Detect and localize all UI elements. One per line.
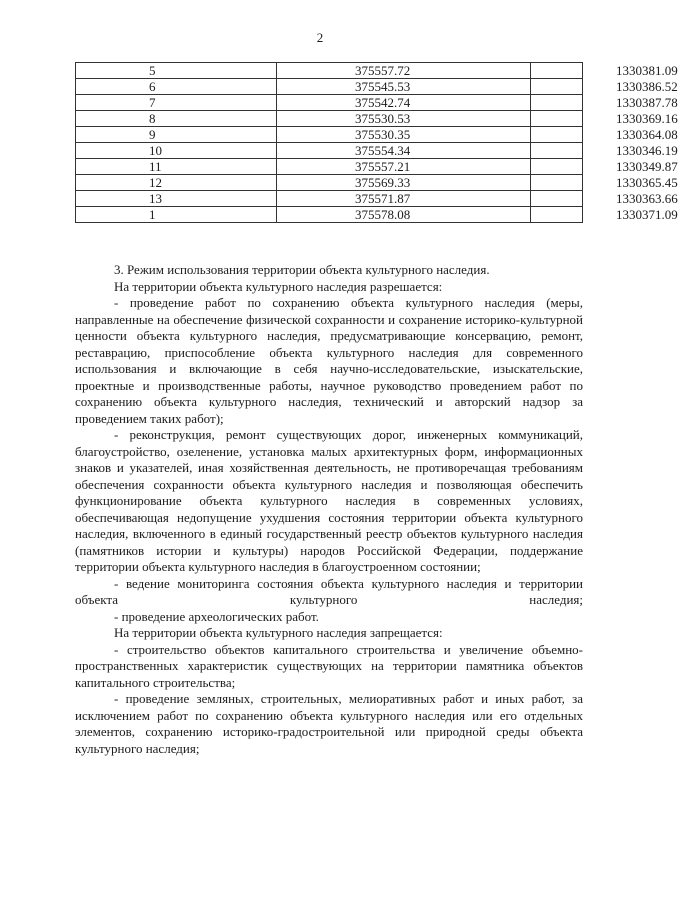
y-coordinate-cell: 1330363.66 <box>531 191 583 207</box>
x-coordinate-cell: 375530.35 <box>277 127 531 143</box>
document-body <box>75 262 583 757</box>
y-coordinate-cell: 1330381.09 <box>531 63 583 79</box>
point-number-cell: 9 <box>76 127 277 143</box>
allowed-item-1: - проведение работ по сохранению объекта культурного наследия (меры, направленные на обеспечение физической сохранности и сохранение историко-культурной ценности объекта культурного наследия, предусматривающие консервацию, ремонт, реставрацию, приспособление объекта культурного наследия для современного использования и включающие в себя научно-исследовательские, изыскательские, проектные и производственные работы, научное руководство проведением работ по сохранению объекта культурного наследия, технический и авторский надзор за проведением таких работ); <box>75 295 583 426</box>
x-coordinate-cell: 375554.34 <box>277 143 531 159</box>
point-number-cell: 12 <box>76 175 277 191</box>
x-coordinate-cell: 375557.72 <box>277 63 531 79</box>
point-number-cell: 13 <box>76 191 277 207</box>
table-row <box>76 159 583 175</box>
prohibited-item-2: - проведение земляных, строительных, мелиоративных работ и иных работ, за исключением работ по сохранению объекта культурного наследия или его отдельных элементов, сохранению историко-градостроительной или природной среды объекта культурного наследия; <box>75 691 583 756</box>
table-row <box>76 191 583 207</box>
table-row <box>76 175 583 191</box>
y-coordinate-cell: 1330364.08 <box>531 127 583 143</box>
table-row <box>76 111 583 127</box>
point-number-cell: 1 <box>76 207 277 223</box>
point-number-cell: 10 <box>76 143 277 159</box>
prohibited-item-1: - строительство объектов капитального строительства и увеличение объемно-пространственных характеристик существующих на территории памятника объектов капитального строительства; <box>75 641 583 690</box>
y-coordinate-cell: 1330346.19 <box>531 143 583 159</box>
y-coordinate-cell: 1330349.87 <box>531 159 583 175</box>
section-heading: 3. Режим использования территории объекта культурного наследия. <box>114 262 490 277</box>
table-row <box>76 79 583 95</box>
coordinates-table-body <box>76 63 678 223</box>
table-row <box>76 207 583 223</box>
allowed-item-3: - ведение мониторинга состояния объекта культурного наследия и территории объекта культурного наследия; <box>75 575 583 607</box>
point-number-cell: 11 <box>76 159 277 175</box>
x-coordinate-cell: 375569.33 <box>277 175 531 191</box>
x-coordinate-cell: 375557.21 <box>277 159 531 175</box>
x-coordinate-cell: 375571.87 <box>277 191 531 207</box>
page-number: 2 <box>316 30 324 45</box>
point-number-cell: 8 <box>76 111 277 127</box>
allowed-item-2: - реконструкция, ремонт существующих дорог, инженерных коммуникаций, благоустройство, озеленение, установка малых архитектурных форм, информационных знаков и указателей, иная хозяйственная деятельность, не противоречащая требованиям обеспечения сохранности объекта культурного наследия и позволяющая обеспечить функционирование объекта культурного наследия в современных условиях, обеспечивающая недопущение ухудшения состояния территории объекта культурного наследия, включенного в единый государственный реестр объектов культурного наследия (памятников истории и культуры) народов Российской Федерации, поддержание территории объекта культурного наследия в благоустроенном состоянии; <box>75 427 583 574</box>
table-row <box>76 143 583 159</box>
table-row <box>76 127 583 143</box>
prohibited-intro: На территории объекта культурного наследия запрещается: <box>114 625 443 640</box>
table-row <box>76 63 583 79</box>
x-coordinate-cell: 375530.53 <box>277 111 531 127</box>
allowed-item-4: - проведение археологических работ. <box>114 608 319 624</box>
point-number-cell: 5 <box>76 63 277 79</box>
y-coordinate-cell: 1330386.52 <box>531 79 583 95</box>
x-coordinate-cell: 375578.08 <box>277 207 531 223</box>
point-number-cell: 6 <box>76 79 277 95</box>
point-number-cell: 7 <box>76 95 277 111</box>
x-coordinate-cell: 375542.74 <box>277 95 531 111</box>
y-coordinate-cell: 1330371.09 <box>531 207 583 223</box>
y-coordinate-cell: 1330387.78 <box>531 95 583 111</box>
table-row <box>76 95 583 111</box>
allowed-intro: На территории объекта культурного наследия разрешается: <box>114 278 443 294</box>
x-coordinate-cell: 375545.53 <box>277 79 531 95</box>
y-coordinate-cell: 1330365.45 <box>531 175 583 191</box>
coordinates-table <box>75 62 678 223</box>
y-coordinate-cell: 1330369.16 <box>531 111 583 127</box>
